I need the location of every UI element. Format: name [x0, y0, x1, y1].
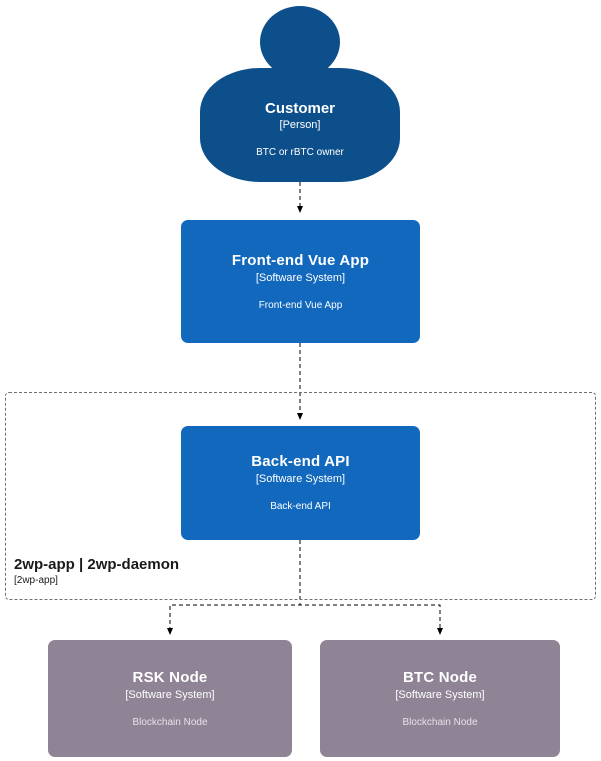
- node-customer[interactable]: [200, 68, 400, 182]
- node-btc[interactable]: [320, 640, 560, 757]
- customer-title: Customer: [264, 99, 335, 117]
- node-rsk[interactable]: [48, 640, 292, 757]
- rsk-description: Blockchain Node: [132, 716, 208, 728]
- frontend-subtitle: [Software System]: [255, 271, 346, 284]
- boundary-title: 2wp-app | 2wp-daemon: [14, 556, 180, 573]
- rsk-title: RSK Node: [132, 668, 208, 686]
- frontend-title: Front-end Vue App: [231, 251, 370, 269]
- customer-description: BTC or rBTC owner: [256, 146, 344, 158]
- backend-title: Back-end API: [251, 453, 350, 470]
- rsk-subtitle: [Software System]: [125, 688, 215, 701]
- node-frontend-vue-app[interactable]: [181, 220, 420, 343]
- boundary-subtitle: [2wp-app]: [14, 575, 58, 586]
- btc-subtitle: [Software System]: [395, 688, 485, 701]
- customer-subtitle: [Person]: [279, 118, 321, 131]
- boundary-label: [14, 556, 314, 587]
- backend-subtitle: [Software System]: [255, 473, 346, 485]
- frontend-description: Front-end Vue App: [258, 299, 343, 311]
- btc-title: BTC Node: [402, 668, 478, 686]
- btc-description: Blockchain Node: [402, 716, 478, 728]
- node-backend-api[interactable]: [181, 426, 420, 540]
- backend-description: Back-end API: [270, 501, 331, 512]
